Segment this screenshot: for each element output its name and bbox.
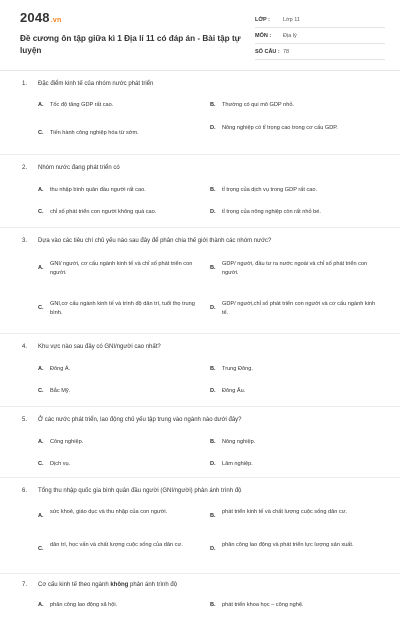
option-letter: A.: [38, 265, 44, 271]
option-text: phân công lao động và phát triển lực lượng sản xuất.: [222, 542, 354, 548]
question-text: [22, 581, 177, 590]
logo-text: 2048: [20, 10, 50, 25]
option-letter: C.: [38, 305, 44, 311]
meta-info-table: [255, 12, 385, 60]
page-header: [0, 0, 400, 72]
answer-option[interactable]: [38, 365, 198, 374]
option-letter: B.: [210, 102, 216, 108]
question-list: [0, 71, 400, 634]
option-letter: A.: [38, 102, 44, 108]
option-letter: D.: [210, 546, 216, 552]
option-text: Đông Á.: [50, 366, 71, 372]
option-text: thu nhập bình quân đầu người rất cao.: [50, 187, 146, 193]
answer-option[interactable]: [38, 260, 198, 278]
answer-option[interactable]: [210, 460, 380, 469]
option-text: tỉ trọng của dịch vụ trong GDP rất cao.: [222, 187, 318, 193]
answer-option[interactable]: [38, 460, 198, 469]
option-letter: B.: [210, 187, 216, 193]
question-number: 6.: [22, 488, 28, 494]
option-text: GDP/ người, đầu tư ra nước ngoài và chỉ số phát triển con người.: [222, 261, 368, 276]
option-text: phát triển kinh tế và chất lượng cuộc sống dân cư.: [222, 509, 347, 515]
option-letter: C.: [38, 209, 44, 215]
option-letter: C.: [38, 546, 44, 552]
site-logo[interactable]: [20, 10, 61, 25]
question-text: [22, 343, 161, 352]
answer-option[interactable]: [210, 260, 380, 278]
option-text: Công nghiệp.: [50, 439, 84, 445]
option-text: dân trí, học vấn và chất lượng cuộc sống của dân cư.: [50, 542, 183, 548]
answer-option[interactable]: [38, 186, 203, 195]
meta-value: Địa lý: [283, 32, 297, 39]
option-letter: D.: [210, 388, 216, 394]
question-text: [22, 237, 271, 246]
question-item: [0, 155, 400, 228]
option-letter: C.: [38, 130, 44, 136]
option-text: Tốc độ tăng GDP rất cao.: [50, 102, 114, 108]
option-text: phát triển khoa học – công nghệ.: [222, 602, 304, 608]
logo-tld: .vn: [50, 17, 62, 24]
option-letter: B.: [210, 513, 216, 519]
answer-option[interactable]: [210, 438, 380, 447]
option-text: Thường có qui mô GDP nhỏ.: [222, 102, 294, 108]
question-stem: Tổng thu nhập quốc gia bình quân đầu người (GNI/người) phản ánh trình độ: [38, 488, 242, 494]
option-text: Đông Âu.: [222, 388, 246, 394]
option-letter: C.: [38, 461, 44, 467]
answer-option[interactable]: [38, 129, 198, 138]
question-number: 1.: [22, 81, 28, 87]
option-letter: D.: [210, 305, 216, 311]
document-title: Đề cương ôn tập giữa kì 1 Địa lí 11 có đáp án - Bài tập tự luyện: [20, 34, 241, 55]
meta-value: Lớp 11: [283, 16, 300, 23]
answer-option[interactable]: [38, 541, 198, 554]
question-item: [0, 574, 400, 634]
question-number: 2.: [22, 165, 28, 171]
option-letter: A.: [38, 513, 44, 519]
answer-option[interactable]: [38, 208, 208, 217]
answer-option[interactable]: [38, 508, 198, 521]
option-letter: B.: [210, 265, 216, 271]
option-letter: C.: [38, 388, 44, 394]
meta-value: 78: [283, 48, 290, 55]
answer-option[interactable]: [210, 300, 380, 318]
answer-option[interactable]: [210, 124, 380, 133]
option-letter: A.: [38, 366, 44, 372]
question-text: [22, 80, 153, 89]
question-text: [22, 164, 120, 173]
question-item: [0, 478, 400, 574]
question-text: [22, 487, 241, 496]
option-text: phân công lao động xã hội.: [50, 602, 118, 608]
answer-option[interactable]: [38, 300, 198, 318]
question-item: [0, 407, 400, 478]
option-letter: A.: [38, 439, 44, 445]
meta-row-subject: [255, 28, 385, 44]
option-text: tỉ trọng của nông nghiệp còn rất nhỏ bé.: [222, 209, 321, 215]
meta-row-grade: [255, 12, 385, 28]
question-number: 7.: [22, 582, 28, 588]
question-stem: Nhóm nước đang phát triển có: [38, 165, 120, 171]
option-text: Nông nghiệp.: [222, 439, 256, 445]
option-letter: B.: [210, 602, 216, 608]
meta-label: MÔN :: [255, 32, 272, 39]
answer-option[interactable]: [210, 365, 380, 374]
option-letter: B.: [210, 366, 216, 372]
answer-option[interactable]: [38, 438, 198, 447]
meta-label: LỚP :: [255, 16, 270, 23]
option-text: GDP/ người,chỉ số phát triển con người và cơ cấu ngành kinh tế.: [222, 301, 376, 316]
question-stem-emphasis: không: [110, 582, 129, 588]
option-text: sức khoẻ, giáo dục và thu nhập của con người.: [50, 509, 168, 515]
question-stem: Đặc điểm kinh tế của nhóm nước phát triển: [38, 81, 154, 87]
option-text: Bắc Mỹ.: [50, 388, 71, 394]
option-letter: B.: [210, 439, 216, 445]
option-text: Tiến hành công nghiệp hóa từ sớm.: [50, 130, 139, 136]
answer-option[interactable]: [38, 101, 198, 110]
question-number: 4.: [22, 344, 28, 350]
answer-option[interactable]: [38, 387, 198, 396]
answer-option[interactable]: [210, 508, 385, 521]
option-letter: D.: [210, 125, 216, 131]
answer-option[interactable]: [210, 387, 380, 396]
option-letter: D.: [210, 461, 216, 467]
option-letter: D.: [210, 209, 216, 215]
answer-option[interactable]: [210, 186, 385, 195]
question-stem-part: Cơ cấu kinh tế theo ngành: [38, 582, 111, 588]
answer-option[interactable]: [210, 101, 380, 110]
answer-option[interactable]: [38, 601, 198, 610]
question-item: [0, 228, 400, 334]
option-letter: A.: [38, 602, 44, 608]
option-text: Nông nghiệp có tỉ trọng cao trong cơ cấu GDP.: [222, 125, 338, 131]
question-item: [0, 334, 400, 407]
question-item: [0, 71, 400, 155]
option-text: Lâm nghiệp.: [222, 461, 253, 467]
option-text: GNI,cơ cấu ngành kinh tế và trình độ dân trí, tuổi thọ trung bình.: [50, 301, 195, 316]
question-text: [22, 416, 242, 425]
option-text: GNI/ người, cơ cấu ngành kinh tế và chỉ số phát triển con người.: [50, 261, 193, 276]
question-number: 3.: [22, 238, 28, 244]
question-number: 5.: [22, 417, 28, 423]
option-letter: A.: [38, 187, 44, 193]
question-stem-part: phản ánh trình độ: [128, 582, 178, 588]
answer-option[interactable]: [210, 601, 385, 610]
option-text: Trung Đông.: [222, 366, 253, 372]
meta-row-question-count: [255, 44, 385, 60]
option-text: Dịch vụ.: [50, 461, 71, 467]
option-text: chỉ số phát triển con người không quá cao.: [50, 209, 157, 215]
question-stem: Dựa vào các tiêu chí chủ yếu nào sau đây để phân chia thế giới thành các nhóm nước?: [38, 238, 272, 244]
answer-option[interactable]: [210, 208, 385, 217]
question-stem: Ở các nước phát triển, lao động chủ yếu tập trung vào ngành nào dưới đây?: [38, 417, 242, 423]
meta-label: SỐ CÂU :: [255, 48, 280, 55]
question-stem: Khu vực nào sau đây có GNI/người cao nhất?: [38, 344, 161, 350]
answer-option[interactable]: [210, 541, 385, 554]
